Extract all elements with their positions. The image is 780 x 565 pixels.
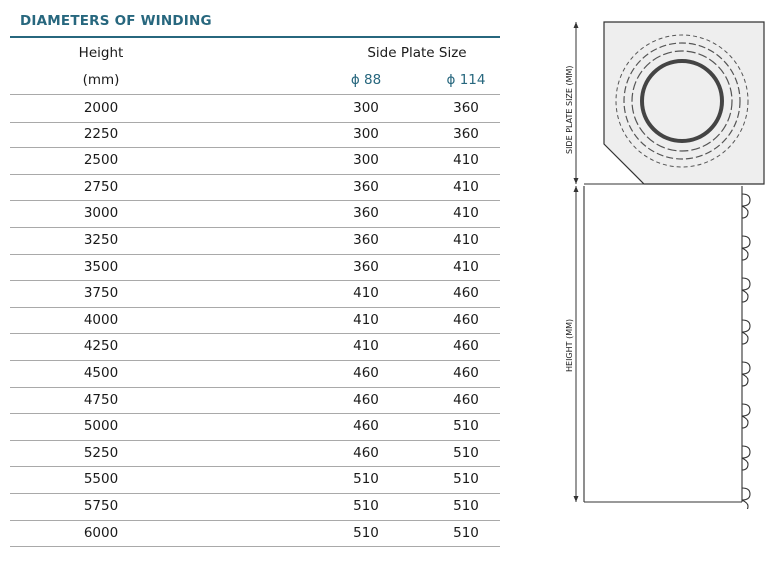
side-plate-114-cell: 510: [453, 471, 479, 488]
slat-hook: [742, 362, 750, 386]
slat-hook: [742, 404, 750, 428]
height-label: HEIGHT (MM): [565, 318, 574, 372]
height-cell: 4750: [83, 391, 119, 408]
side-plate-114-cell: 510: [453, 444, 479, 461]
table-row: [10, 174, 500, 202]
table-row: [10, 520, 500, 548]
side-plate-114-cell: 410: [453, 178, 479, 195]
curtain-slats: [584, 186, 742, 502]
height-cell: 3750: [83, 285, 119, 302]
side-plate-114-cell: 460: [453, 338, 479, 355]
side-plate-size-label: SIDE PLATE SIZE (MM): [565, 65, 574, 154]
slat-hook: [742, 446, 750, 470]
side-plate-88-cell: 360: [353, 232, 379, 248]
side-plate-114-cell: 510: [453, 418, 479, 435]
height-cell: 2250: [83, 125, 119, 142]
side-plate-88-cell: 300: [353, 125, 379, 142]
height-cell: 2500: [83, 152, 119, 169]
side-plate-114-cell: 510: [453, 524, 479, 541]
side-plate-88-cell: 360: [353, 205, 379, 222]
side-plate-88-cell: 410: [353, 311, 379, 328]
side-plate-114-cell: 360: [453, 125, 479, 142]
height-cell: 3000: [83, 205, 119, 222]
side-plate-88-cell: 300: [353, 152, 379, 169]
height-cell: 4000: [83, 311, 119, 328]
table-row: [10, 493, 500, 521]
height-cell: 5000: [83, 418, 119, 435]
side-plate-88-cell: 300: [353, 100, 379, 116]
height-cell: 6000: [83, 524, 119, 541]
slat-hook: [742, 488, 750, 509]
height-cell: 4250: [83, 338, 119, 355]
header-side-plate: Side Plate Size: [367, 45, 467, 61]
title-divider: [10, 36, 500, 38]
table-row: [10, 280, 500, 308]
table-row: [10, 333, 500, 361]
table-row: [10, 413, 500, 441]
slat-hook: [742, 236, 750, 260]
slat-hook: [742, 278, 750, 302]
height-cell: 3500: [83, 258, 119, 275]
side-plate-114-cell: 360: [453, 100, 479, 116]
side-plate-88-cell: 410: [353, 285, 379, 302]
header-col-114: ϕ 114: [446, 72, 486, 88]
height-cell: 2750: [83, 178, 119, 195]
table-row: [10, 387, 500, 415]
side-plate-88-cell: 410: [353, 338, 379, 355]
side-plate-88-cell: 460: [353, 365, 379, 381]
side-plate-114-cell: 410: [453, 258, 479, 275]
height-cell: 5500: [83, 471, 119, 488]
side-plate-114-cell: 510: [453, 498, 479, 514]
table-row: [10, 307, 500, 335]
header-col-88: ϕ 88: [350, 72, 382, 88]
side-plate-88-cell: 460: [353, 391, 379, 408]
side-plate-114-cell: 460: [453, 311, 479, 328]
table-row: [10, 227, 500, 255]
height-cell: 3250: [83, 232, 119, 248]
page-title: DIAMETERS OF WINDING: [20, 13, 212, 29]
side-plate-88-cell: 510: [353, 524, 379, 541]
side-plate-88-cell: 360: [353, 258, 379, 275]
height-cell: 2000: [83, 100, 119, 116]
side-plate-88-cell: 360: [353, 178, 379, 195]
side-plate-114-cell: 410: [453, 205, 479, 222]
height-cell: 4500: [83, 365, 119, 381]
side-plate-114-cell: 460: [453, 365, 479, 381]
side-plate-114-cell: 410: [453, 232, 479, 248]
height-cell: 5750: [83, 498, 119, 514]
header-height: Height: [78, 45, 124, 61]
table-row: [10, 440, 500, 468]
slat-hook: [742, 320, 750, 344]
table-row: [10, 360, 500, 388]
slat-hook: [742, 194, 750, 218]
table-row: [10, 121, 500, 149]
winding-diagram: [560, 14, 770, 509]
side-plate-88-cell: 510: [353, 498, 379, 514]
table-row: [10, 254, 500, 282]
height-cell: 5250: [83, 444, 119, 461]
header-unit: (mm): [82, 72, 120, 88]
side-plate-114-cell: 410: [453, 152, 479, 169]
table-row: [10, 466, 500, 494]
side-plate-88-cell: 460: [353, 444, 379, 461]
side-plate-88-cell: 510: [353, 471, 379, 488]
table-row: [10, 147, 500, 175]
table-row: [10, 94, 500, 123]
side-plate-114-cell: 460: [453, 285, 479, 302]
side-plate-88-cell: 460: [353, 418, 379, 435]
table-row: [10, 200, 500, 228]
side-plate-114-cell: 460: [453, 391, 479, 408]
